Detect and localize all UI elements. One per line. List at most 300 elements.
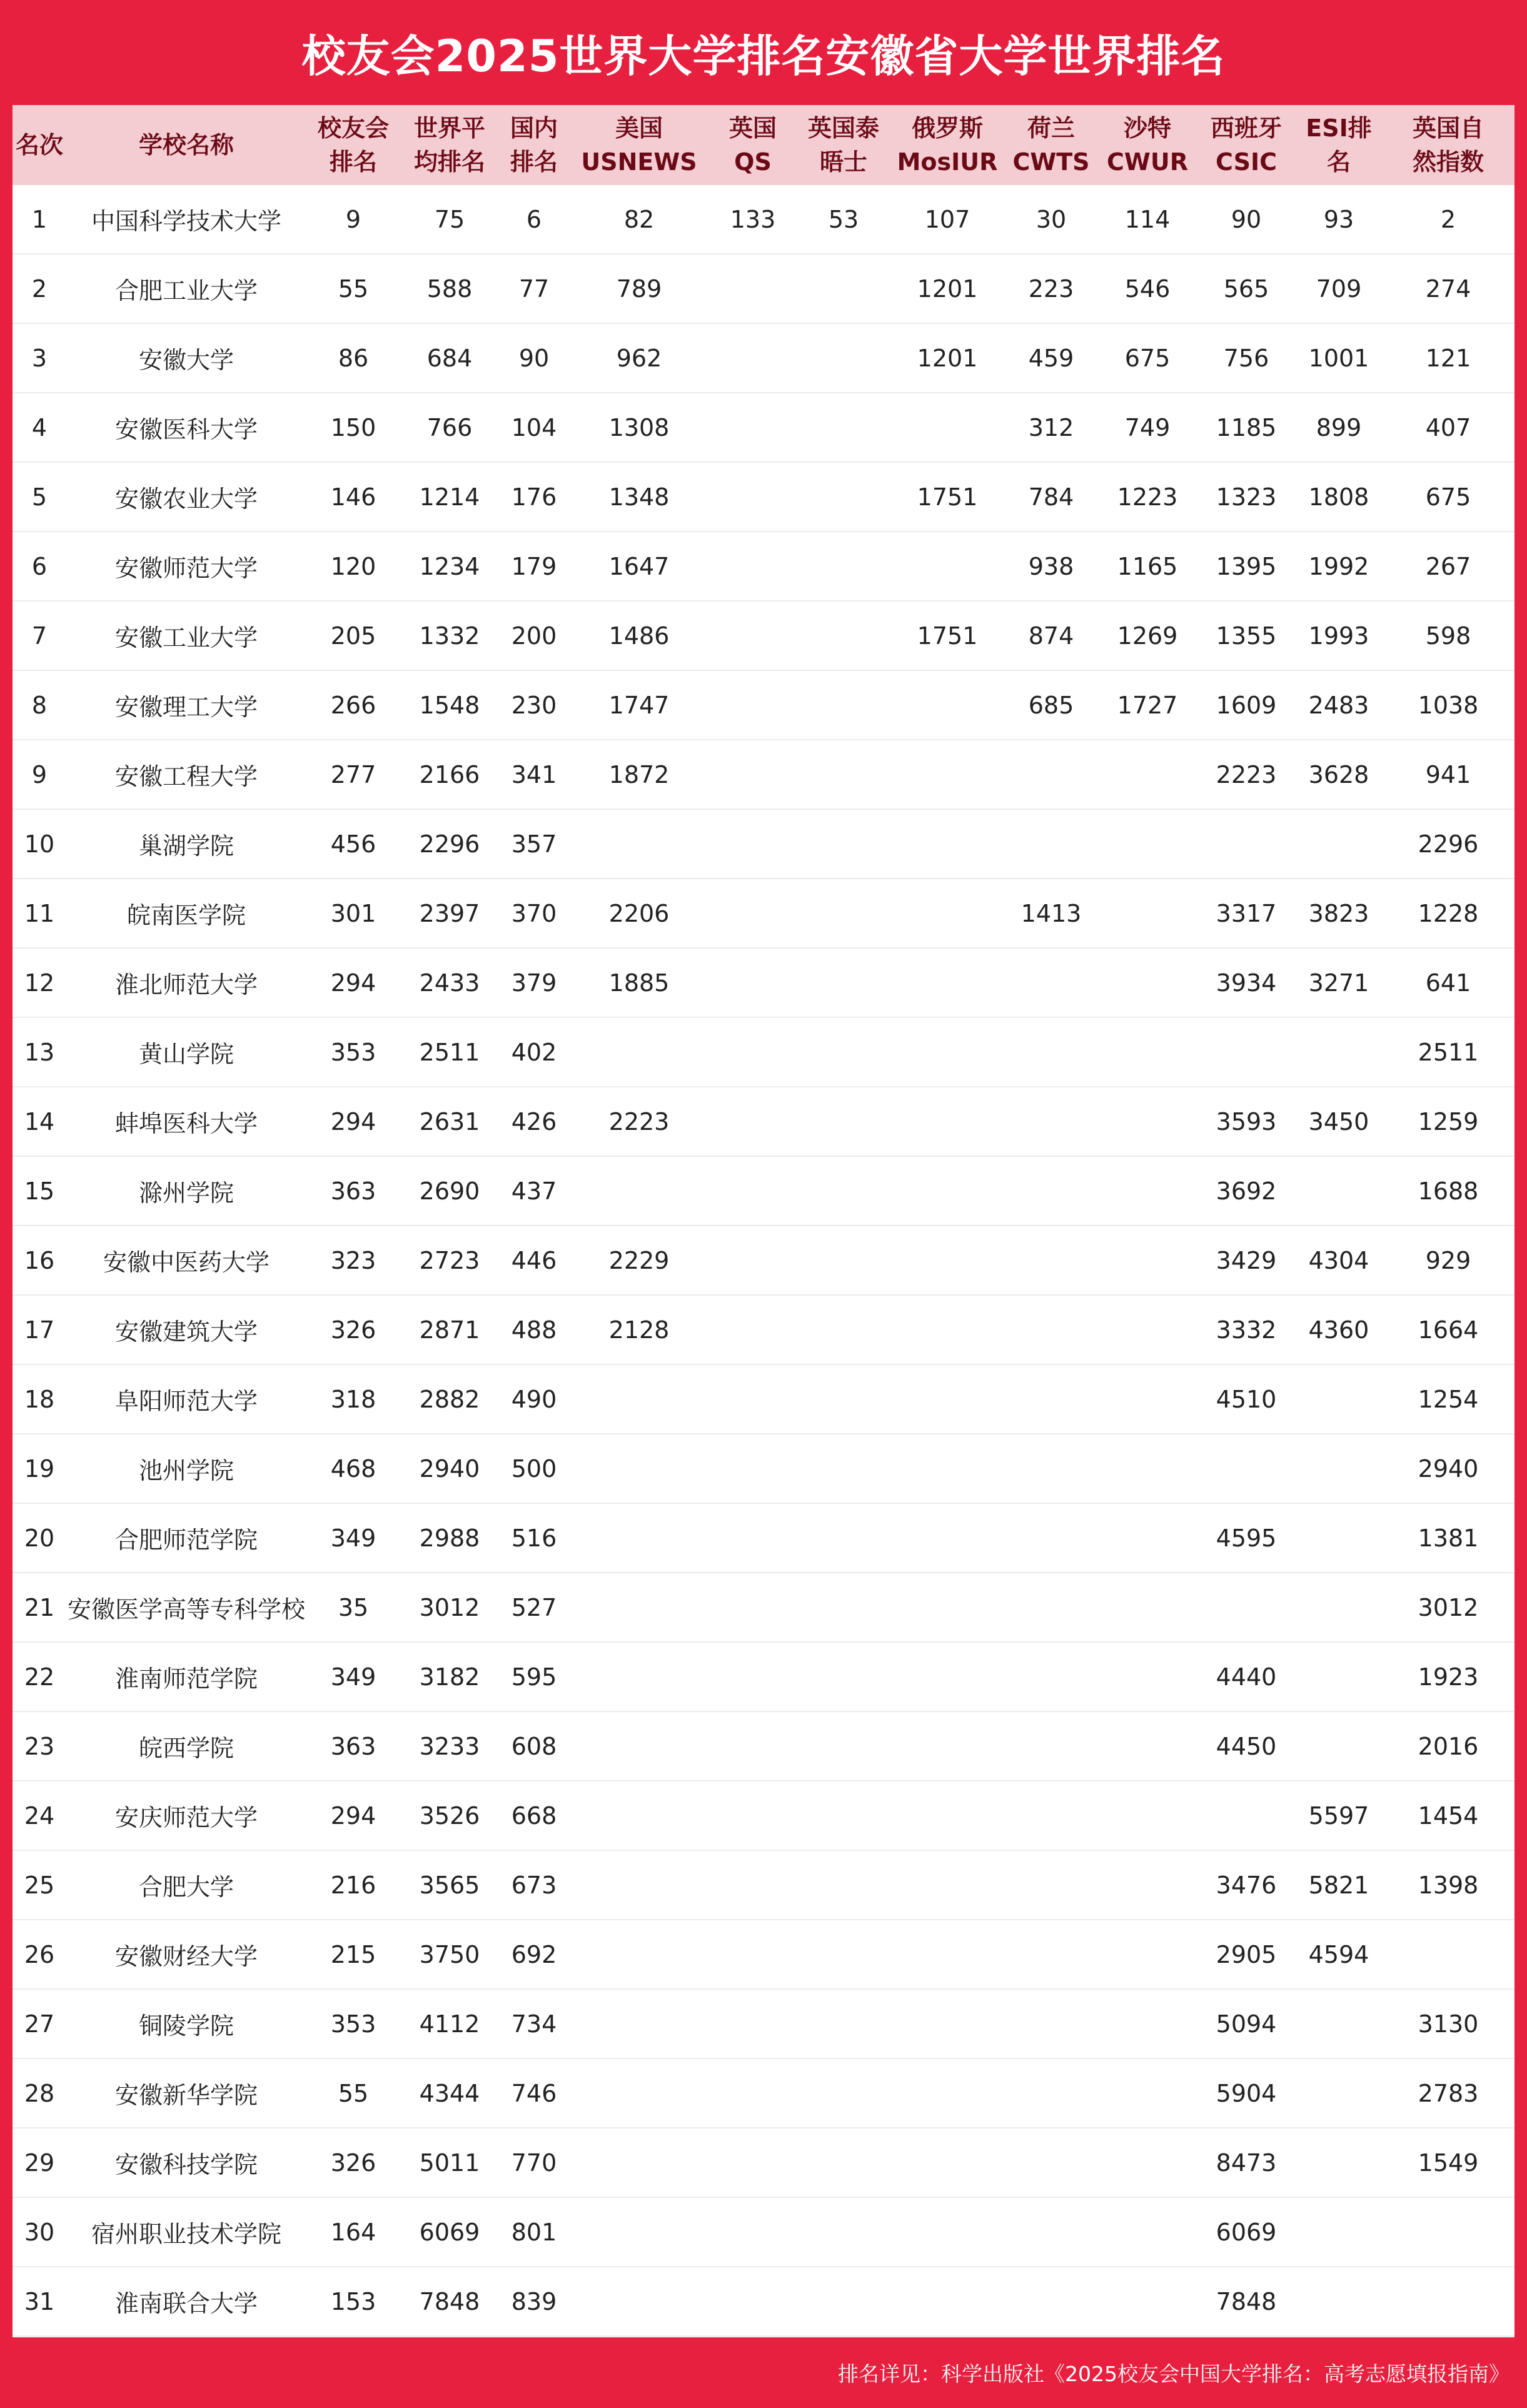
cell-usnews: 1308: [608, 413, 670, 441]
cell-nature-index: 2940: [1418, 1454, 1479, 1483]
cell-alumni-rank: 456: [330, 830, 376, 858]
ranking-table: [13, 105, 1514, 2337]
cell-csic: 3332: [1216, 1316, 1277, 1344]
cell-usnews: 2223: [608, 1107, 670, 1136]
cell-times: [797, 2128, 890, 2197]
cell-usnews: 1885: [608, 969, 670, 997]
cell-times: [797, 671, 890, 739]
cell-school-name: 安徽财经大学: [114, 1943, 258, 1970]
cell-world-avg-rank: 2882: [419, 1385, 480, 1413]
cell-usnews: [569, 1851, 709, 1919]
cell-qs: [709, 324, 797, 392]
column-header-esi: ESI排 名: [1306, 114, 1372, 176]
cell-usnews: 1872: [608, 760, 670, 788]
cell-rank: 7: [31, 622, 48, 650]
cell-cwur: [1098, 1157, 1197, 1225]
cell-school-name: 中国科学技术大学: [91, 208, 281, 235]
cell-school-name: 皖南医学院: [126, 902, 246, 929]
cell-times: [797, 1990, 890, 2058]
cell-nature-index: 1398: [1418, 1871, 1479, 1899]
table-row: [13, 1434, 1514, 1504]
table-row: [13, 532, 1514, 602]
cell-world-avg-rank: 3750: [419, 1940, 480, 1968]
cell-csic: 1323: [1216, 483, 1277, 511]
cell-nature-index: 1454: [1418, 1801, 1479, 1830]
cell-cwts: [1004, 1018, 1098, 1086]
cell-cwts: [1004, 740, 1098, 809]
cell-rank: 11: [24, 899, 55, 927]
cell-school-name: 铜陵学院: [138, 2012, 234, 2040]
table-row: [13, 2267, 1514, 2337]
cell-domestic-rank: 500: [511, 1454, 557, 1483]
cell-cwts: 312: [1028, 413, 1074, 441]
cell-csic: 3934: [1216, 969, 1277, 997]
cell-times: [797, 602, 890, 670]
cell-mosiur: [890, 2059, 1004, 2127]
cell-alumni-rank: 55: [338, 2079, 369, 2107]
cell-times: [797, 2059, 890, 2127]
cell-domestic-rank: 673: [511, 1871, 557, 1899]
cell-cwts: [1004, 1504, 1098, 1572]
cell-usnews: 1747: [608, 691, 670, 719]
cell-domestic-rank: 668: [511, 1801, 557, 1830]
cell-qs: [709, 2059, 797, 2127]
cell-alumni-rank: 349: [330, 1524, 376, 1552]
cell-csic: 756: [1223, 344, 1269, 372]
cell-qs: [709, 1157, 797, 1225]
cell-world-avg-rank: 2296: [419, 830, 480, 858]
cell-esi: 709: [1316, 275, 1362, 303]
cell-rank: 4: [31, 413, 48, 441]
cell-cwur: 749: [1124, 413, 1171, 441]
cell-usnews: [569, 1157, 709, 1225]
cell-qs: 133: [730, 205, 776, 233]
cell-school-name: 合肥师范学院: [114, 1526, 258, 1554]
cell-domestic-rank: 357: [511, 830, 557, 858]
cell-school-name: 安徽中医药大学: [103, 1249, 270, 1276]
cell-nature-index: 2: [1440, 205, 1456, 233]
cell-times: [797, 1712, 890, 1780]
cell-usnews: 2206: [608, 899, 670, 927]
cell-qs: [709, 1504, 797, 1572]
cell-csic: [1197, 1018, 1296, 1086]
cell-school-name: 蚌埠医科大学: [114, 1110, 258, 1137]
cell-school-name: 黄山学院: [138, 1040, 234, 1068]
cell-times: [797, 2198, 890, 2266]
cell-csic: 4450: [1216, 1732, 1277, 1760]
cell-times: [797, 879, 890, 947]
cell-times: [797, 1851, 890, 1919]
cell-alumni-rank: 215: [330, 1940, 376, 1968]
column-header-school-name: 学校名称: [138, 131, 234, 159]
cell-mosiur: [890, 1712, 1004, 1780]
cell-mosiur: [890, 1573, 1004, 1641]
cell-nature-index: 274: [1425, 275, 1471, 303]
cell-mosiur: 107: [924, 205, 970, 233]
cell-mosiur: [890, 1643, 1004, 1711]
cell-domestic-rank: 527: [511, 1593, 557, 1621]
cell-domestic-rank: 595: [511, 1663, 557, 1691]
cell-school-name: 安徽医学高等专科学校: [67, 1596, 305, 1623]
cell-times: [797, 810, 890, 878]
cell-qs: [709, 740, 797, 809]
cell-mosiur: [890, 1920, 1004, 1988]
cell-alumni-rank: 294: [330, 1107, 376, 1136]
cell-cwur: [1098, 1296, 1197, 1364]
cell-nature-index: 2511: [1418, 1038, 1479, 1066]
cell-cwts: [1004, 949, 1098, 1017]
cell-world-avg-rank: 766: [426, 413, 473, 441]
cell-esi: 5821: [1308, 1871, 1369, 1899]
cell-rank: 13: [24, 1038, 55, 1066]
cell-world-avg-rank: 3012: [419, 1593, 480, 1621]
cell-cwur: [1098, 1018, 1197, 1086]
cell-mosiur: [890, 1226, 1004, 1294]
cell-world-avg-rank: 2433: [419, 969, 480, 997]
cell-usnews: [569, 1504, 709, 1572]
cell-cwur: [1098, 949, 1197, 1017]
cell-domestic-rank: 839: [511, 2287, 557, 2315]
cell-esi: 3271: [1308, 969, 1369, 997]
cell-times: [797, 532, 890, 600]
cell-nature-index: 407: [1425, 413, 1471, 441]
table-header: [13, 105, 1514, 185]
cell-esi: [1296, 2059, 1382, 2127]
cell-usnews: [569, 2059, 709, 2127]
cell-school-name: 安徽工程大学: [114, 763, 258, 790]
cell-csic: 1609: [1216, 691, 1277, 719]
cell-qs: [709, 1643, 797, 1711]
cell-csic: 7848: [1216, 2287, 1277, 2315]
cell-qs: [709, 671, 797, 739]
cell-alumni-rank: 318: [330, 1385, 376, 1413]
cell-esi: [1296, 1990, 1382, 2058]
cell-times: [797, 1781, 890, 1850]
column-header-csic: 西班牙 CSIC: [1210, 114, 1282, 176]
cell-cwts: [1004, 1643, 1098, 1711]
cell-esi: [1296, 1712, 1382, 1780]
cell-rank: 23: [24, 1732, 55, 1760]
cell-school-name: 巢湖学院: [138, 832, 234, 860]
cell-nature-index: [1382, 2198, 1514, 2266]
cell-world-avg-rank: 684: [426, 344, 473, 372]
cell-csic: [1197, 1781, 1296, 1850]
table-row: [13, 810, 1514, 879]
cell-school-name: 池州学院: [138, 1457, 234, 1484]
cell-cwts: [1004, 1434, 1098, 1503]
cell-cwur: [1098, 1573, 1197, 1641]
cell-csic: 2905: [1216, 1940, 1277, 1968]
cell-qs: [709, 2267, 797, 2335]
cell-times: [797, 1504, 890, 1572]
cell-cwts: 874: [1028, 622, 1074, 650]
cell-esi: 93: [1323, 205, 1354, 233]
cell-school-name: 安徽工业大学: [114, 624, 258, 652]
cell-rank: 30: [24, 2218, 55, 2246]
cell-usnews: 1647: [608, 552, 670, 580]
cell-qs: [709, 1712, 797, 1780]
cell-times: [797, 1434, 890, 1503]
cell-nature-index: 121: [1425, 344, 1471, 372]
cell-world-avg-rank: 2397: [419, 899, 480, 927]
cell-qs: [709, 1087, 797, 1156]
cell-qs: [709, 1018, 797, 1086]
cell-world-avg-rank: 3526: [419, 1801, 480, 1830]
cell-nature-index: 1259: [1418, 1107, 1479, 1136]
cell-csic: [1197, 810, 1296, 878]
cell-alumni-rank: 323: [330, 1246, 376, 1274]
cell-nature-index: 1664: [1418, 1316, 1479, 1344]
cell-alumni-rank: 150: [330, 413, 376, 441]
cell-mosiur: [890, 1296, 1004, 1364]
table-row: [13, 1851, 1514, 1920]
cell-csic: 90: [1231, 205, 1262, 233]
cell-times: [797, 1226, 890, 1294]
cell-world-avg-rank: 2166: [419, 760, 480, 788]
cell-times: [797, 1296, 890, 1364]
table-row: [13, 602, 1514, 671]
cell-school-name: 淮南师范学院: [114, 1665, 258, 1693]
table-row: [13, 2198, 1514, 2267]
column-header-mosiur: 俄罗斯 MosIUR: [897, 114, 998, 176]
cell-usnews: [569, 2267, 709, 2335]
cell-rank: 3: [31, 344, 48, 372]
cell-rank: 10: [24, 830, 55, 858]
cell-usnews: [569, 1434, 709, 1503]
table-row: [13, 1296, 1514, 1365]
table-row: [13, 1573, 1514, 1643]
cell-times: 53: [828, 205, 859, 233]
cell-qs: [709, 1851, 797, 1919]
cell-rank: 18: [24, 1385, 55, 1413]
cell-usnews: 1348: [608, 483, 670, 511]
cell-world-avg-rank: 2988: [419, 1524, 480, 1552]
column-header-cwts: 荷兰 CWTS: [1012, 114, 1090, 176]
cell-esi: [1296, 1018, 1382, 1086]
table-row: [13, 1504, 1514, 1573]
cell-domestic-rank: 200: [511, 622, 557, 650]
cell-domestic-rank: 379: [511, 969, 557, 997]
cell-cwur: [1098, 2198, 1197, 2266]
cell-csic: 3692: [1216, 1177, 1277, 1205]
cell-school-name: 安徽新华学院: [114, 2082, 258, 2109]
cell-csic: 4595: [1216, 1524, 1277, 1552]
cell-csic: [1197, 1573, 1296, 1641]
table-row: [13, 1643, 1514, 1712]
cell-mosiur: [890, 2267, 1004, 2335]
cell-times: [797, 740, 890, 809]
cell-times: [797, 1920, 890, 1988]
cell-qs: [709, 463, 797, 531]
cell-world-avg-rank: 2723: [419, 1246, 480, 1274]
cell-csic: 4440: [1216, 1663, 1277, 1691]
cell-world-avg-rank: 2940: [419, 1454, 480, 1483]
cell-cwur: [1098, 879, 1197, 947]
cell-rank: 6: [31, 552, 48, 580]
cell-alumni-rank: 353: [330, 1038, 376, 1066]
cell-cwur: [1098, 1226, 1197, 1294]
cell-cwts: [1004, 1781, 1098, 1850]
cell-world-avg-rank: 1214: [419, 483, 480, 511]
cell-domestic-rank: 230: [511, 691, 557, 719]
cell-rank: 17: [24, 1316, 55, 1344]
footer-source-note: 排名详见：科学出版社《2025校友会中国大学排名：高考志愿填报指南》: [838, 2362, 1509, 2386]
table-row: [13, 1712, 1514, 1781]
cell-nature-index: 2296: [1418, 830, 1479, 858]
cell-mosiur: [890, 810, 1004, 878]
cell-world-avg-rank: 2690: [419, 1177, 480, 1205]
cell-times: [797, 254, 890, 323]
cell-nature-index: 929: [1425, 1246, 1471, 1274]
cell-rank: 26: [24, 1940, 55, 1968]
table-body: [13, 185, 1514, 2337]
cell-world-avg-rank: 1332: [419, 622, 480, 650]
cell-times: [797, 1573, 890, 1641]
cell-cwts: 938: [1028, 552, 1074, 580]
cell-esi: [1296, 2198, 1382, 2266]
cell-times: [797, 393, 890, 461]
cell-world-avg-rank: 3233: [419, 1732, 480, 1760]
page-title: 校友会2025世界大学排名安徽省大学世界排名: [301, 30, 1226, 82]
cell-school-name: 合肥工业大学: [114, 277, 258, 305]
cell-domestic-rank: 6: [526, 205, 542, 233]
cell-alumni-rank: 301: [330, 899, 376, 927]
cell-world-avg-rank: 1548: [419, 691, 480, 719]
cell-usnews: 789: [616, 275, 662, 303]
cell-nature-index: [1382, 1920, 1514, 1988]
cell-rank: 9: [31, 760, 48, 788]
cell-usnews: 962: [616, 344, 662, 372]
cell-usnews: [569, 1712, 709, 1780]
cell-csic: 565: [1223, 275, 1269, 303]
cell-world-avg-rank: 7848: [419, 2287, 480, 2315]
cell-rank: 25: [24, 1871, 55, 1899]
cell-cwts: [1004, 2128, 1098, 2197]
cell-mosiur: [890, 1990, 1004, 2058]
cell-esi: 4594: [1308, 1940, 1369, 1968]
cell-world-avg-rank: 1234: [419, 552, 480, 580]
cell-cwur: [1098, 1990, 1197, 2058]
cell-esi: [1296, 2128, 1382, 2197]
cell-mosiur: 1201: [917, 344, 978, 372]
cell-school-name: 宿州职业技术学院: [91, 2220, 281, 2248]
cell-domestic-rank: 179: [511, 552, 557, 580]
cell-nature-index: 675: [1425, 483, 1471, 511]
cell-cwts: [1004, 1990, 1098, 2058]
cell-cwts: 30: [1036, 205, 1067, 233]
cell-times: [797, 1157, 890, 1225]
cell-esi: 1808: [1308, 483, 1369, 511]
cell-domestic-rank: 770: [511, 2149, 557, 2177]
cell-alumni-rank: 86: [338, 344, 369, 372]
cell-qs: [709, 602, 797, 670]
cell-csic: 1395: [1216, 552, 1277, 580]
cell-times: [797, 463, 890, 531]
cell-domestic-rank: 746: [511, 2079, 557, 2107]
cell-school-name: 阜阳师范大学: [114, 1388, 258, 1415]
cell-domestic-rank: 734: [511, 2010, 557, 2038]
cell-cwur: [1098, 1087, 1197, 1156]
cell-qs: [709, 1226, 797, 1294]
cell-nature-index: 598: [1425, 622, 1471, 650]
cell-cwur: [1098, 2267, 1197, 2335]
cell-school-name: 皖西学院: [138, 1735, 234, 1762]
cell-times: [797, 1087, 890, 1156]
cell-cwur: 114: [1124, 205, 1171, 233]
cell-usnews: [569, 1990, 709, 2058]
cell-cwur: 1269: [1117, 622, 1178, 650]
cell-csic: 2223: [1216, 760, 1277, 788]
cell-domestic-rank: 608: [511, 1732, 557, 1760]
cell-esi: 1001: [1308, 344, 1369, 372]
cell-mosiur: [890, 393, 1004, 461]
cell-csic: 3593: [1216, 1107, 1277, 1136]
cell-esi: [1296, 1365, 1382, 1433]
cell-cwur: 546: [1124, 275, 1171, 303]
cell-alumni-rank: 35: [338, 1593, 369, 1621]
cell-nature-index: 3130: [1418, 2010, 1479, 2038]
cell-school-name: 安庆师范大学: [114, 1804, 258, 1831]
cell-times: [797, 1643, 890, 1711]
cell-rank: 28: [24, 2079, 55, 2107]
cell-mosiur: [890, 671, 1004, 739]
cell-rank: 20: [24, 1524, 55, 1552]
cell-esi: 3823: [1308, 899, 1369, 927]
table-row: [13, 1087, 1514, 1157]
cell-cwts: 784: [1028, 483, 1074, 511]
cell-rank: 14: [24, 1107, 55, 1136]
cell-cwur: [1098, 1920, 1197, 1988]
cell-cwts: [1004, 2267, 1098, 2335]
cell-usnews: 2128: [608, 1316, 670, 1344]
cell-alumni-rank: 216: [330, 1871, 376, 1899]
cell-usnews: [569, 1920, 709, 1988]
cell-mosiur: [890, 1851, 1004, 1919]
cell-alumni-rank: 326: [330, 2149, 376, 2177]
cell-cwur: [1098, 2128, 1197, 2197]
cell-cwur: [1098, 1434, 1197, 1503]
cell-nature-index: 1688: [1418, 1177, 1479, 1205]
cell-usnews: [569, 1573, 709, 1641]
cell-usnews: [569, 1643, 709, 1711]
cell-cwts: 223: [1028, 275, 1074, 303]
cell-esi: [1296, 1504, 1382, 1572]
cell-qs: [709, 1990, 797, 2058]
cell-world-avg-rank: 588: [426, 275, 473, 303]
cell-school-name: 淮南联合大学: [114, 2290, 258, 2317]
cell-mosiur: 1201: [917, 275, 978, 303]
cell-mosiur: [890, 740, 1004, 809]
cell-mosiur: 1751: [917, 483, 978, 511]
cell-domestic-rank: 801: [511, 2218, 557, 2246]
cell-cwts: 459: [1028, 344, 1074, 372]
cell-cwur: 1727: [1117, 691, 1178, 719]
cell-times: [797, 324, 890, 392]
cell-cwts: [1004, 1712, 1098, 1780]
column-header-qs: 英国 QS: [728, 114, 777, 176]
cell-mosiur: [890, 532, 1004, 600]
cell-cwts: [1004, 1365, 1098, 1433]
table-row: [13, 1018, 1514, 1087]
cell-csic: 3317: [1216, 899, 1277, 927]
cell-alumni-rank: 153: [330, 2287, 376, 2315]
cell-esi: 5597: [1308, 1801, 1369, 1830]
cell-school-name: 淮北师范大学: [114, 971, 258, 999]
cell-domestic-rank: 692: [511, 1940, 557, 1968]
column-header-times: 英国泰 晤士: [807, 114, 879, 176]
cell-mosiur: [890, 2198, 1004, 2266]
cell-world-avg-rank: 6069: [419, 2218, 480, 2246]
